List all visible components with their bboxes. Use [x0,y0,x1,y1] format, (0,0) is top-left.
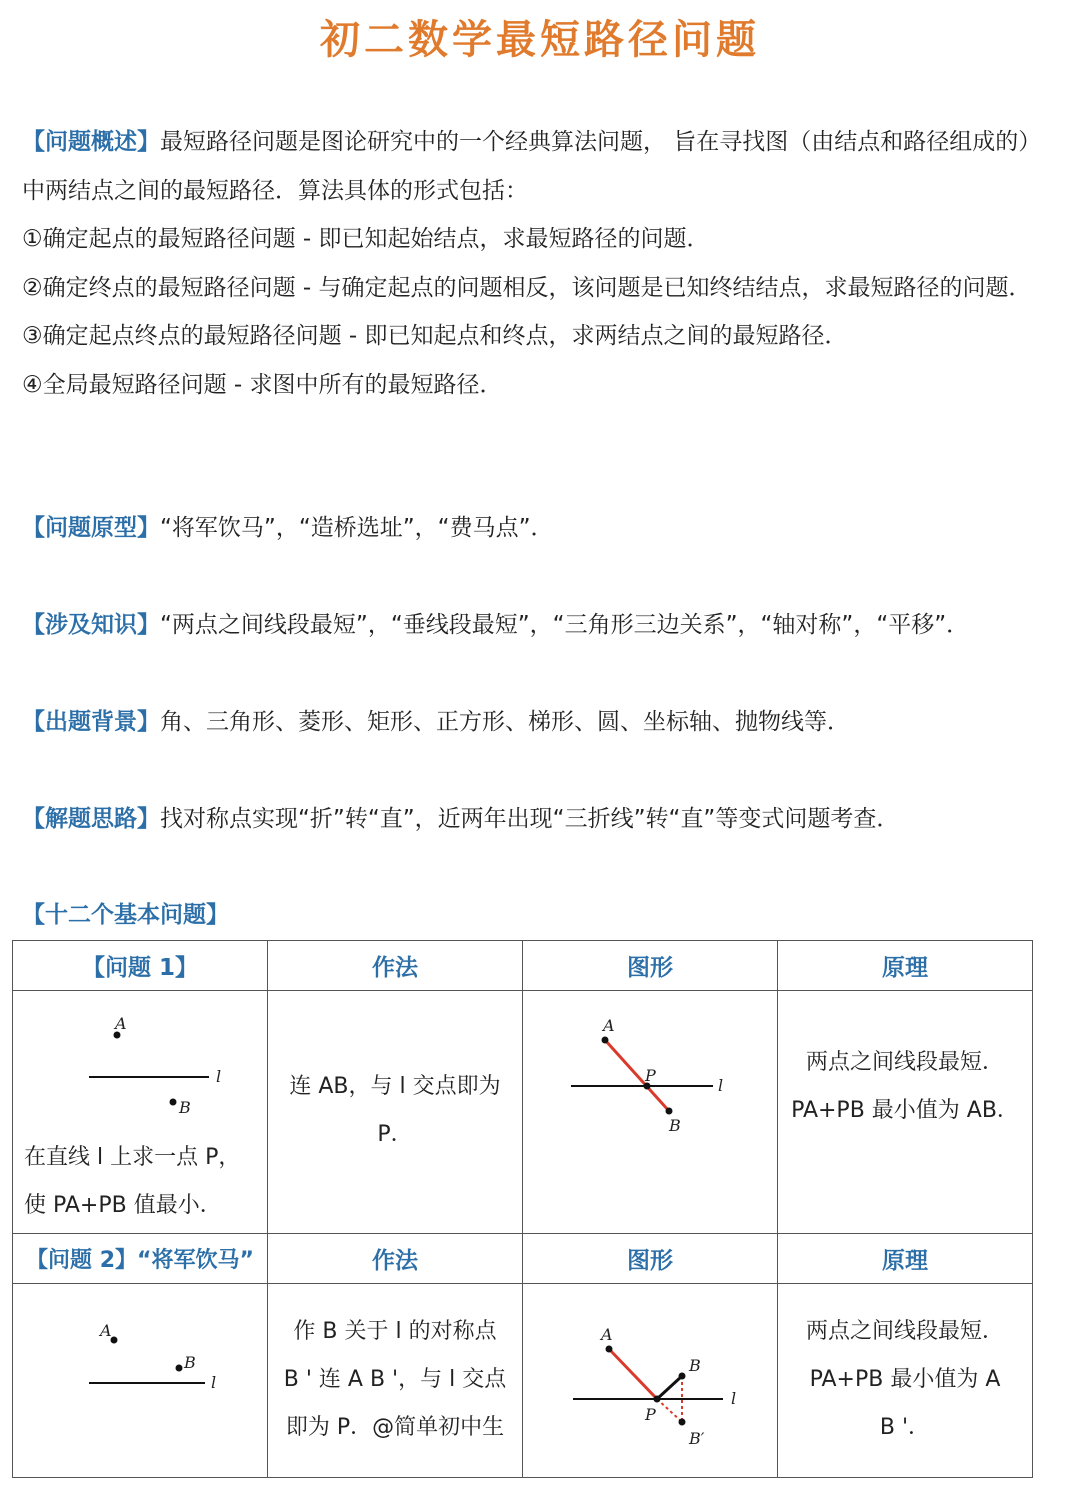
problem2-solution-diagram [523,1284,776,1474]
problem1-method-line: 连 AB，与 l 交点即为 [289,1074,501,1099]
problem2-method-line: B ' 连 A B '，与 l 交点 [283,1367,507,1392]
problem1-method-line: P． [377,1122,413,1147]
problem2-principle-line: PA+PB 最小值为 A [809,1367,1001,1392]
method-header: 作法 [268,1234,523,1284]
table-row [13,1284,1033,1478]
approach-text: 找对称点实现“折”转“直”，近两年出现“三折线”转“直”等变式问题考查． [160,806,900,832]
overview-paragraph [22,118,1052,215]
overview-item: ④全局最短路径问题 - 求图中所有的最短路径． [22,371,503,398]
table-header-row [13,1234,1033,1284]
overview-section [22,118,1052,409]
knowledge-section [22,605,1062,645]
problem2-method-cell [268,1284,523,1478]
knowledge-text: “两点之间线段最短”，“垂线段最短”，“三角形三边关系”，“轴对称”，“平移”． [160,612,970,638]
label-p: P [645,1066,656,1085]
knowledge-tag: 【涉及知识】 [22,612,160,638]
problem2-header: 【问题 2】“将军饮马” [13,1234,268,1284]
label-b-prime: B′ [689,1429,705,1448]
label-l: l [718,1076,724,1095]
figure-header: 图形 [523,1234,778,1284]
label-l: l [211,1373,217,1392]
problem2-question-cell [13,1284,268,1478]
label-p: P [645,1405,656,1424]
overview-tag: 【问题概述】 [22,129,160,155]
problem1-figure-cell [523,991,778,1234]
point-a [602,1037,609,1044]
problem2-method-line: 作 B 关于 l 的对称点 [293,1319,497,1344]
point-b [176,1365,183,1372]
background-section [22,702,1062,742]
label-a: A [603,1016,615,1035]
prototype-tag: 【问题原型】 [22,515,160,541]
approach-section [22,799,1062,839]
point-b-prime [679,1419,686,1426]
problem1-question-line: 使 PA+PB 值最小． [24,1193,222,1218]
label-a: A [115,1014,127,1033]
problem1-question-cell [13,991,268,1234]
problem2-setup-diagram [13,1284,266,1474]
label-b: B [669,1116,681,1135]
prototype-section [22,508,1062,548]
overview-item: ②确定终点的最短路径问题 - 与确定起点的问题相反，该问题是已知终结结点，求最短路径的问题． [22,274,1032,301]
problem1-setup-diagram [13,991,266,1136]
prototype-text: “将军饮马”，“造桥选址”，“费马点”． [160,515,554,541]
label-l: l [731,1389,737,1408]
label-b: B [689,1356,701,1375]
principle-header: 原理 [778,1234,1033,1284]
problem1-principle-cell [778,991,1033,1234]
table-row [13,991,1033,1234]
approach-tag: 【解题思路】 [22,806,160,832]
problem1-principle-line: PA+PB 最小值为 AB． [791,1098,1019,1123]
label-l: l [216,1067,222,1086]
problem2-principle-line: 两点之间线段最短． [805,1319,1004,1344]
background-text: 角、三角形、菱形、矩形、正方形、梯形、圆、坐标轴、抛物线等． [160,709,850,735]
label-b: B [184,1353,196,1372]
label-a: A [601,1325,613,1344]
background-tag: 【出题背景】 [22,709,160,735]
point-b [666,1108,673,1115]
problem2-principle-cell [778,1284,1033,1478]
problem2-figure-cell [523,1284,778,1478]
page-title: 初二数学最短路径问题 [320,17,760,63]
problem1-principle-line: 两点之间线段最短． [805,1050,1004,1075]
figure-header: 图形 [523,941,778,991]
segment-pb [657,1376,682,1399]
table-header-row [13,941,1033,991]
problems-table [12,940,1033,1478]
problem1-question-line: 在直线 l 上求一点 P， [24,1145,241,1170]
point-p [654,1396,661,1403]
overview-text: 最短路径问题是图论研究中的一个经典算法问题， 旨在寻找图（由结点和路径组成的）中两结点之间的最短路径．算法具体的形式包括： [22,129,1042,204]
problem1-solution-diagram [523,991,776,1231]
problem1-method-cell [268,991,523,1234]
overview-item: ①确定起点的最短路径问题 - 即已知起始结点，求最短路径的问题． [22,226,710,252]
point-b [170,1099,177,1106]
label-a: A [100,1321,112,1340]
segment-ab [605,1040,669,1111]
label-b: B [179,1098,191,1117]
segment-ap [609,1349,657,1399]
principle-header: 原理 [778,941,1033,991]
segment-pbprime [657,1399,682,1422]
point-a [606,1346,613,1353]
problem2-method-line: 即为 P．@简单初中生 [285,1415,505,1440]
basics-title: 【十二个基本问题】 [22,902,229,928]
method-header: 作法 [268,941,523,991]
problem1-header: 【问题 1】 [13,941,268,991]
problem2-principle-line: B '． [879,1415,931,1440]
overview-item: ③确定起点终点的最短路径问题 - 即已知起点和终点，求两结点之间的最短路径． [22,323,848,349]
point-b [679,1373,686,1380]
